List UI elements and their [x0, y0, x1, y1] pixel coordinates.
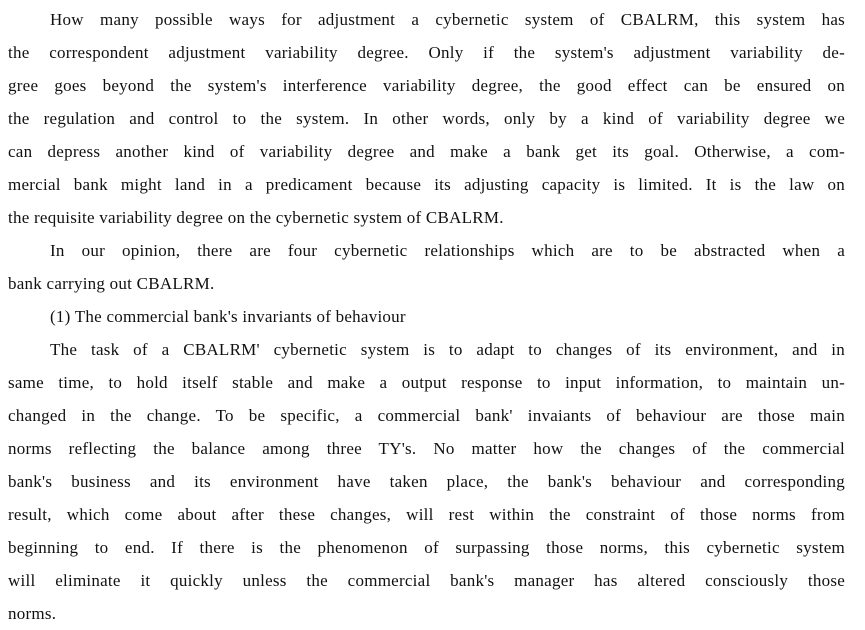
text-line: bank's business and its environment have taken place, the bank's behaviour and corresponding: [8, 472, 845, 491]
text-line: the correspondent adjustment variability degree. Only if the system's adjustment variability de-: [8, 43, 845, 62]
text-line: gree goes beyond the system's interference variability degree, the good effect can be ensured on: [8, 76, 845, 95]
text-line: bank carrying out CBALRM.: [8, 274, 215, 293]
paragraph-invariants-of-behaviour: [8, 333, 845, 630]
text-line: mercial bank might land in a predicament because its adjusting capacity is limited. It is the law on: [8, 175, 845, 194]
text-line: the requisite variability degree on the cybernetic system of CBALRM.: [8, 208, 504, 227]
paragraph-variability-law: [8, 3, 845, 234]
text-line: can depress another kind of variability degree and make a bank get its goal. Otherwise, a com-: [8, 142, 845, 161]
text-line: the regulation and control to the system. In other words, only by a kind of variability degree we: [8, 109, 845, 128]
text-line: same time, to hold itself stable and make a output response to input information, to maintain un-: [8, 373, 845, 392]
text-line: In our opinion, there are four cybernetic relationships which are to be abstracted when a: [50, 241, 845, 260]
text-line: How many possible ways for adjustment a cybernetic system of CBALRM, this system has: [50, 10, 845, 29]
section-heading-invariants: [8, 300, 845, 333]
text-line: will eliminate it quickly unless the commercial bank's manager has altered consciously those: [8, 571, 845, 590]
text-line: norms.: [8, 604, 57, 623]
paragraph-four-relationships: [8, 234, 845, 300]
text-line: norms reflecting the balance among three TY's. No matter how the changes of the commercial: [8, 439, 845, 458]
section-heading: (1) The commercial bank's invariants of behaviour: [50, 307, 406, 326]
text-line: result, which come about after these changes, will rest within the constraint of those norms from: [8, 505, 845, 524]
text-line: beginning to end. If there is the phenomenon of surpassing those norms, this cybernetic system: [8, 538, 845, 557]
text-line: changed in the change. To be specific, a commercial bank' invaiants of behaviour are those main: [8, 406, 845, 425]
text-line: The task of a CBALRM' cybernetic system is to adapt to changes of its environment, and in: [50, 340, 845, 359]
